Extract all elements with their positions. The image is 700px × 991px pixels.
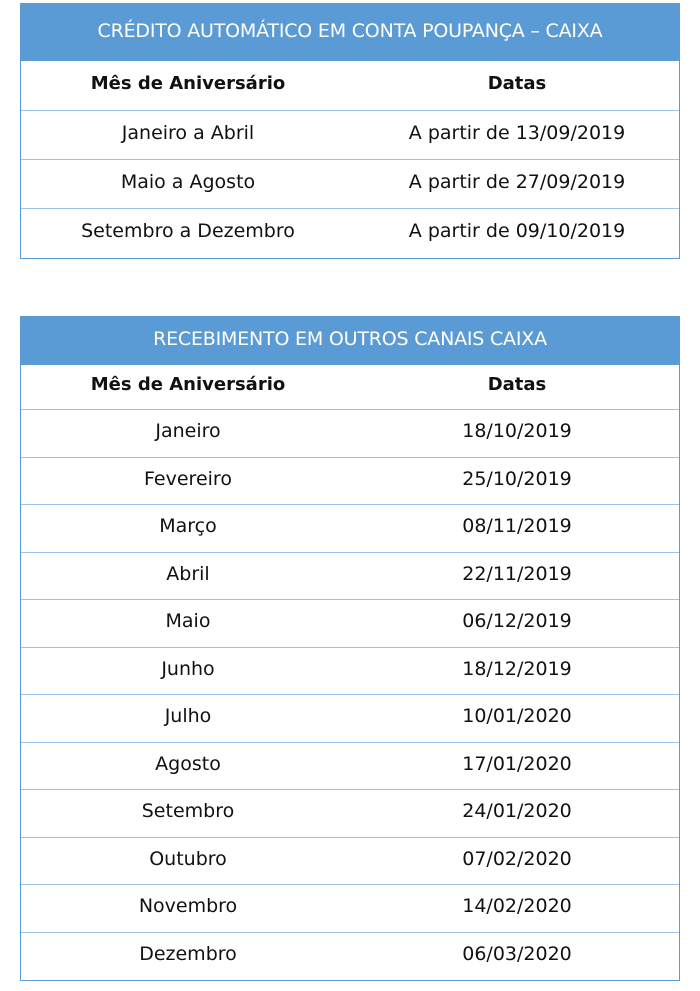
mes-cell: Maio	[165, 610, 211, 632]
data-cell: 25/10/2019	[462, 467, 572, 490]
header-mes-aniversario: Mês de Aniversário	[90, 73, 286, 94]
data-cell: A partir de 27/09/2019	[408, 171, 626, 193]
data-cell: 18/12/2019	[462, 657, 572, 680]
mes-cell: Junho	[161, 657, 215, 680]
mes-cell: Fevereiro	[144, 467, 232, 490]
table-header-row	[21, 61, 679, 111]
mes-cell: Julho	[164, 705, 212, 727]
table-row	[21, 600, 679, 648]
data-cell: 18/10/2019	[462, 420, 572, 442]
table-row	[21, 885, 679, 933]
mes-cell: Outubro	[149, 847, 227, 870]
table-row	[21, 209, 679, 258]
table-row	[21, 505, 679, 553]
data-cell: 22/11/2019	[462, 562, 572, 585]
table-row	[21, 111, 679, 160]
mes-cell: Abril	[166, 562, 210, 585]
credito-automatico-title: CRÉDITO AUTOMÁTICO EM CONTA POUPANÇA – CAIXA	[21, 4, 679, 61]
table-row	[21, 695, 679, 743]
data-cell: 08/11/2019	[462, 515, 572, 537]
data-cell: A partir de 13/09/2019	[408, 122, 626, 144]
table-row	[21, 838, 679, 886]
header-mes-aniversario: Mês de Aniversário	[90, 374, 286, 395]
data-cell: 24/01/2020	[462, 800, 572, 822]
data-cell: 10/01/2020	[462, 705, 572, 727]
mes-cell: Agosto	[155, 752, 221, 775]
table-row	[21, 933, 679, 981]
table-row	[21, 458, 679, 506]
header-datas: Datas	[487, 73, 547, 94]
header-datas: Datas	[487, 374, 547, 395]
table-row	[21, 410, 679, 458]
data-cell: 17/01/2020	[462, 752, 572, 775]
mes-cell: Novembro	[138, 895, 238, 917]
mes-cell: Dezembro	[139, 942, 237, 965]
mes-cell: Setembro a Dezembro	[81, 220, 295, 242]
mes-cell: Janeiro	[155, 420, 221, 442]
table-row	[21, 743, 679, 791]
data-cell: 14/02/2020	[462, 895, 572, 917]
mes-cell: Setembro	[141, 800, 235, 822]
mes-cell: Maio a Agosto	[120, 171, 256, 193]
data-cell: 06/03/2020	[462, 942, 572, 965]
credito-automatico-table	[20, 3, 680, 259]
outros-canais-title: RECEBIMENTO EM OUTROS CANAIS CAIXA	[21, 317, 679, 365]
table-row	[21, 648, 679, 696]
outros-canais-table	[20, 316, 680, 981]
data-cell: 07/02/2020	[462, 847, 572, 870]
mes-cell: Janeiro a Abril	[121, 122, 255, 144]
data-cell: A partir de 09/10/2019	[408, 220, 626, 242]
table-row	[21, 160, 679, 209]
table-row	[21, 790, 679, 838]
table-header-row	[21, 365, 679, 410]
data-cell: 06/12/2019	[462, 610, 572, 632]
mes-cell: Março	[159, 515, 217, 537]
table-row	[21, 553, 679, 601]
